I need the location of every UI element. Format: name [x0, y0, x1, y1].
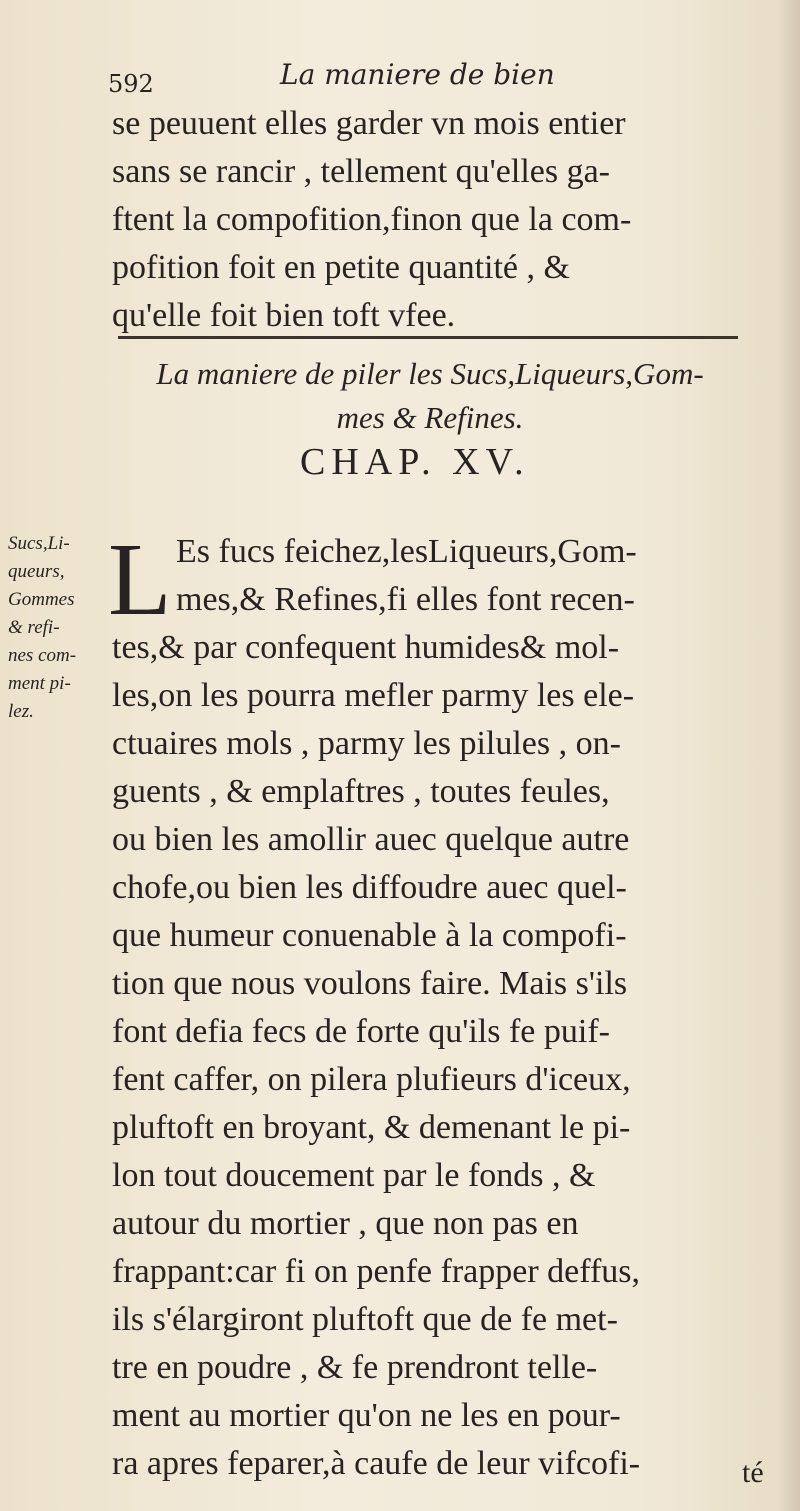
text-line: ment au mortier qu'on ne les en pour-: [112, 1397, 621, 1434]
chapter-title: [110, 352, 750, 440]
section-divider: [118, 336, 738, 339]
text-line: frappant:car fi on penfe frapper deffus,: [112, 1253, 640, 1290]
chapter-label: CHAP. XV.: [300, 441, 530, 483]
text-line: ctuaires mols , parmy les pilules , on-: [112, 725, 621, 762]
text-line: se peuuent elles garder vn mois entier: [112, 105, 626, 142]
text-line: ra apres feparer,à caufe de leur vifcofi-: [112, 1445, 641, 1482]
running-title: La maniere de bien: [280, 58, 555, 91]
chapter-title-line: mes & Refines.: [336, 400, 524, 435]
text-line: chofe,ou bien les diffoudre auec quel-: [112, 869, 627, 906]
continued-paragraph: [112, 100, 792, 340]
text-line: tes,& par confequent humides& mol-: [112, 629, 620, 666]
text-line: sans se rancir , tellement qu'elles ga-: [112, 153, 610, 190]
running-head: [0, 58, 800, 98]
margin-note: [8, 530, 100, 726]
text-line: autour du mortier , que non pas en: [112, 1205, 579, 1242]
text-line: ils s'élargiront pluftoft que de fe met-: [112, 1301, 618, 1338]
text-line: guents , & emplaftres , toutes feules,: [112, 773, 610, 810]
text-line: que humeur conuenable à la compofi-: [112, 917, 627, 954]
chapter-title-line: La maniere de piler les Sucs,Liqueurs,Gom-: [156, 356, 704, 391]
text-line: tion que nous voulons faire. Mais s'ils: [112, 965, 628, 1002]
margin-note-line: & refi-: [8, 617, 60, 638]
drop-cap: L: [108, 522, 172, 637]
text-line: qu'elle foit bien toft vfee.: [112, 297, 456, 334]
text-line: Es fucs feichez,lesLiqueurs,Gom-: [176, 533, 637, 570]
margin-note-line: Gommes: [8, 589, 75, 610]
text-line: ftent la compofition,finon que la com-: [112, 201, 632, 238]
text-line: mes,& Refines,fi elles font recen-: [176, 581, 635, 618]
margin-note-line: nes com-: [8, 645, 77, 666]
text-line: pluftoft en broyant, & demenant le pi-: [112, 1109, 631, 1146]
margin-note-line: Sucs,Li-: [8, 533, 70, 554]
chapter-body: [112, 528, 796, 1488]
text-line: pofition foit en petite quantité , &: [112, 249, 570, 286]
margin-note-line: queurs,: [8, 561, 65, 582]
page-number: 592: [108, 70, 154, 98]
text-line: fent caffer, on pilera plufieurs d'iceux,: [112, 1061, 631, 1098]
text-line: tre en poudre , & fe prendront telle-: [112, 1349, 598, 1386]
text-line: lon tout doucement par le fonds , &: [112, 1157, 596, 1194]
text-line: ou bien les amollir auec quelque autre: [112, 821, 630, 858]
catchword: té: [742, 1456, 764, 1489]
margin-note-line: ment pi-: [8, 673, 71, 694]
text-line: les,on les pourra mefler parmy les ele-: [112, 677, 635, 714]
margin-note-line: lez.: [8, 701, 34, 722]
text-line: font defia fecs de forte qu'ils fe puif-: [112, 1013, 610, 1050]
